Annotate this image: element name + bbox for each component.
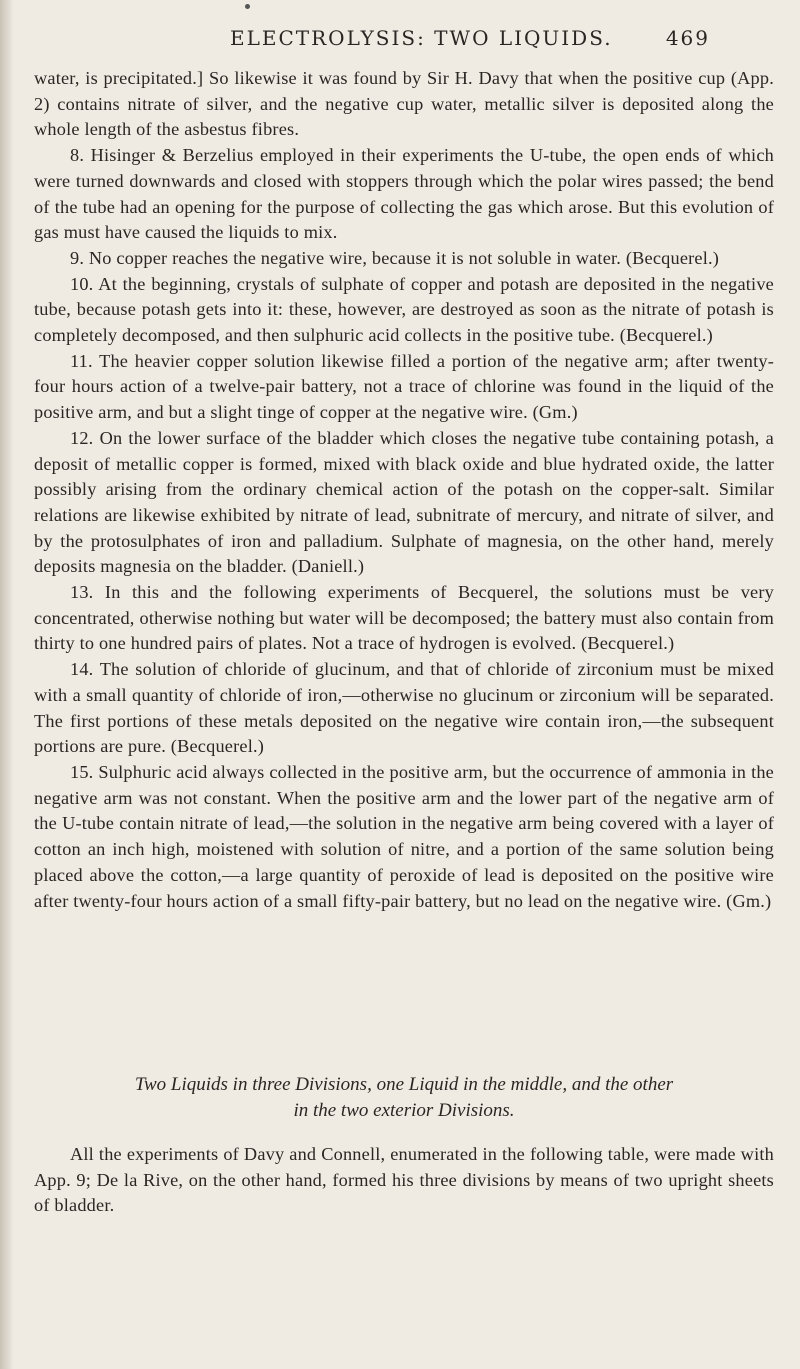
running-header	[230, 14, 710, 54]
paragraph: 11. The heavier copper solution likewise filled a portion of the negative arm; after twenty-four hours action of a twelve-pair battery, not a trace of chlorine was found in the liquid of the positive arm, and but a slight tinge of copper at the negative wire. (Gm.)	[34, 350, 774, 423]
section-heading-line: Two Liquids in three Divisions, one Liquid in the middle, and the other	[134, 1074, 674, 1095]
closing-text	[34, 1142, 774, 1219]
paragraph: 13. In this and the following experiments of Becquerel, the solutions must be very concentrated, otherwise nothing but water will be decomposed; the battery must also contain from thirty to one hundred pairs of plates. Not a trace of hydrogen is evolved. (Becquerel.)	[34, 582, 774, 654]
print-mark	[245, 4, 250, 9]
page-number: 469	[665, 26, 710, 50]
paragraph: 15. Sulphuric acid always collected in the positive arm, but the occurrence of ammonia in the negative arm was not constant. When the positive arm and the lower part of the negative arm of the U-tube contain nitrate of lead,—the solution in the negative arm being covered with a layer of cotton an inch high, moistened with solution of nitre, and a portion of the same solution being placed above the cotton,—a large quantity of peroxide of lead is deposited on the positive wire after twenty-four hours action of a small fifty-pair battery, but no lead on the negative wire. (Gm.)	[34, 761, 774, 911]
paragraph: 14. The solution of chloride of glucinum, and that of chloride of zirconium must be mixed with a small quantity of chloride of iron,—otherwise no glucinum or zirconium will be separated. The first portions of these metals deposited on the negative wire contain iron,—the subsequent portions are pure. (Becquerel.)	[34, 659, 774, 757]
paragraph: 9. No copper reaches the negative wire, because it is not soluble in water. (Becquerel.)	[70, 247, 720, 268]
running-title: ELECTROLYSIS: TWO LIQUIDS.	[230, 26, 613, 50]
page-edge-shadow	[0, 0, 14, 1369]
paragraph: 12. On the lower surface of the bladder which closes the negative tube containing potash, a deposit of metallic copper is formed, mixed with black oxide and blue hydrated oxide, the latter possibly arising from the ordinary chemical action of the potash on the copper-salt. Similar relations are likewise exhibited by nitrate of lead, subnitrate of mercury, and nitrate of silver, and by the protosulphates of iron and palladium. Sulphate of magnesia, on the other hand, merely deposits magnesia on the bladder. (Daniell.)	[34, 427, 774, 577]
section-heading-line: in the two exterior Divisions.	[293, 1100, 515, 1121]
paragraph: 8. Hisinger & Berzelius employed in their experiments the U-tube, the open ends of which were turned downwards and closed with stoppers through which the polar wires passed; the bend of the tube had an opening for the purpose of collecting the gas which arose. But this evolution of gas must have caused the liquids to mix.	[34, 145, 774, 243]
paragraph: All the experiments of Davy and Connell, enumerated in the following table, were made with App. 9; De la Rive, on the other hand, formed his three divisions by means of two upright sheets of bladder.	[34, 1144, 774, 1216]
section-heading	[34, 1072, 774, 1124]
paragraph: 10. At the beginning, crystals of sulphate of copper and potash are deposited in the negative tube, because potash gets into it: these, however, are destroyed as soon as the nitrate of potash is completely decomposed, and then sulphuric acid collects in the positive tube. (Becquerel.)	[34, 273, 774, 346]
paragraph: water, is precipitated.] So likewise it was found by Sir H. Davy that when the positive cup (App. 2) contains nitrate of silver, and the negative cup water, metallic silver is deposited along the whole length of the asbestus fibres.	[34, 68, 774, 140]
body-text	[34, 66, 774, 914]
